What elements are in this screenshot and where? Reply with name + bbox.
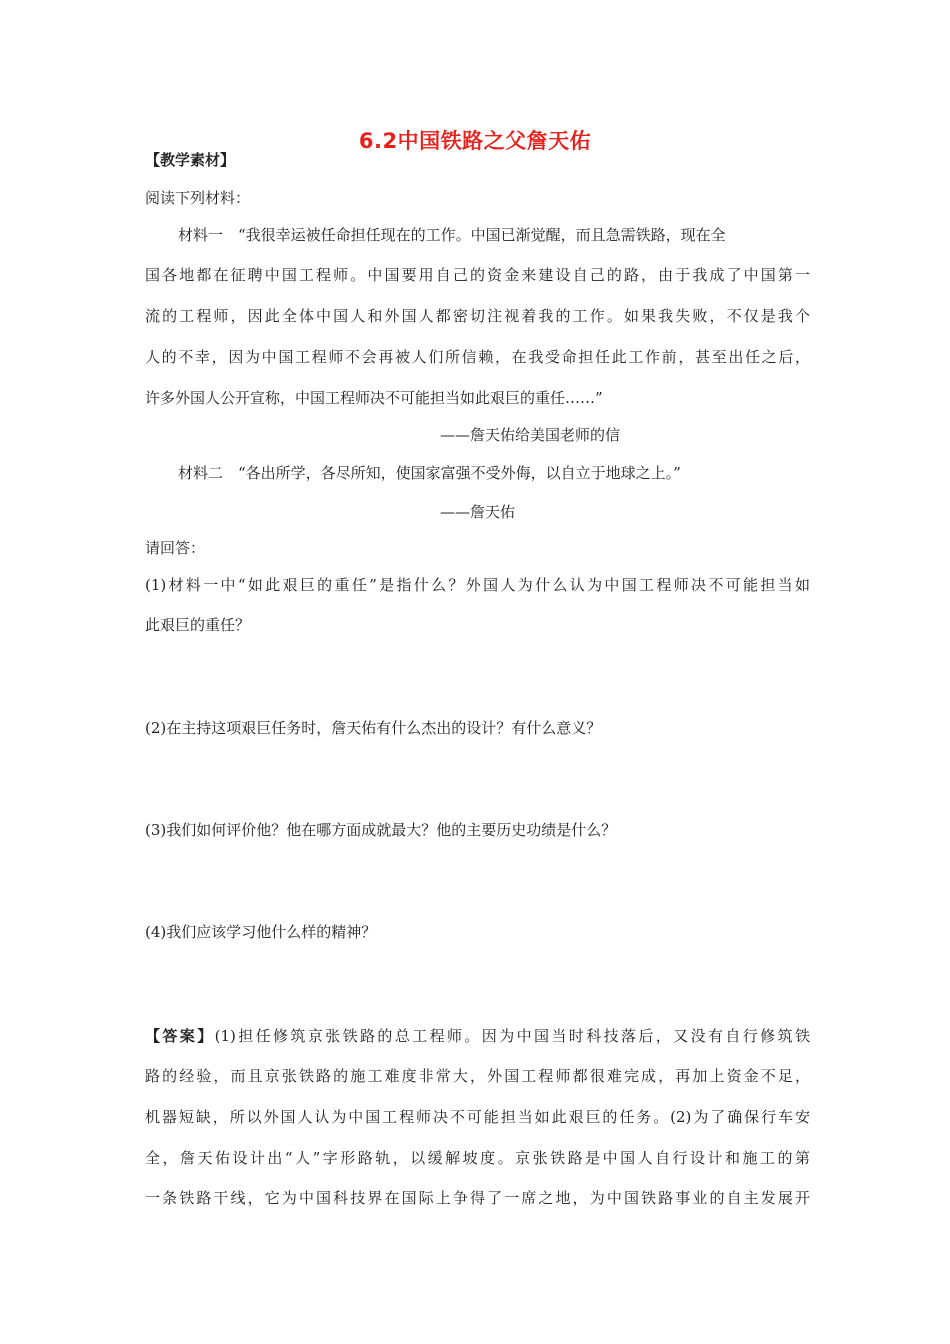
question-2: (2)在主持这项艰巨任务时，詹天佑有什么杰出的设计？有什么意义？ (145, 719, 602, 737)
material-one-line: 许多外国人公开宣称，中国工程师决不可能担当如此艰巨的重任……” (145, 389, 603, 407)
question-3: (3)我们如何评价他？他在哪方面成就最大？他的主要历史功绩是什么？ (145, 821, 617, 839)
answer-line-first (145, 1026, 810, 1046)
answer-text: (1)担任修筑京张铁路的总工程师。因为中国当时科技落后，又没有自行修筑铁 (214, 1027, 810, 1045)
question-1-line: (1)材料一中“如此艰巨的重任”是指什么？外国人为什么认为中国工程师决不可能担当如 (145, 576, 810, 594)
reading-prompt: 阅读下列材料： (145, 189, 251, 207)
document-title: 6.2中国铁路之父詹天佑 (358, 129, 592, 153)
material-two-text: 材料二 “各出所学，各尽所知，使国家富强不受外侮，以自立于地球之上。” (178, 464, 681, 482)
answer-line: 路的经验，而且京张铁路的施工难度非常大，外国工程师都很难完成，再加上资金不足， (145, 1067, 810, 1085)
answer-line: 机器短缺，所以外国人认为中国工程师决不可能担当如此艰巨的任务。(2)为了确保行车安 (145, 1108, 810, 1126)
material-one-line: 材料一 “我很幸运被任命担任现在的工作。中国已渐觉醒，而且急需铁路，现在全 (178, 226, 726, 244)
material-one-line: 人的不幸，因为中国工程师不会再被人们所信赖，在我受命担任此工作前，甚至出任之后， (145, 348, 810, 366)
answer-line: 一条铁路干线，它为中国科技界在国际上争得了一席之地，为中国铁路事业的自主发展开 (145, 1189, 810, 1207)
question-1-line: 此艰巨的重任？ (145, 616, 251, 634)
answer-prompt: 请回答： (145, 539, 206, 557)
material-one-signature: ——詹天佑给美国老师的信 (440, 426, 621, 444)
question-4: (4)我们应该学习他什么样的精神？ (145, 923, 377, 941)
section-label: 【教学素材】 (145, 151, 236, 169)
answer-line: 全，詹天佑设计出“人”字形路轨，以缓解坡度。京张铁路是中国人自行设计和施工的第 (145, 1149, 810, 1167)
material-two-signature: ——詹天佑 (440, 503, 516, 521)
material-one-line: 流的工程师，因此全体中国人和外国人都密切注视着我的工作。如果我失败，不仅是我个 (145, 307, 810, 325)
answer-label: 【答案】 (145, 1027, 215, 1045)
material-one-line: 国各地都在征聘中国工程师。中国要用自己的资金来建设自己的路，由于我成了中国第一 (145, 266, 810, 284)
